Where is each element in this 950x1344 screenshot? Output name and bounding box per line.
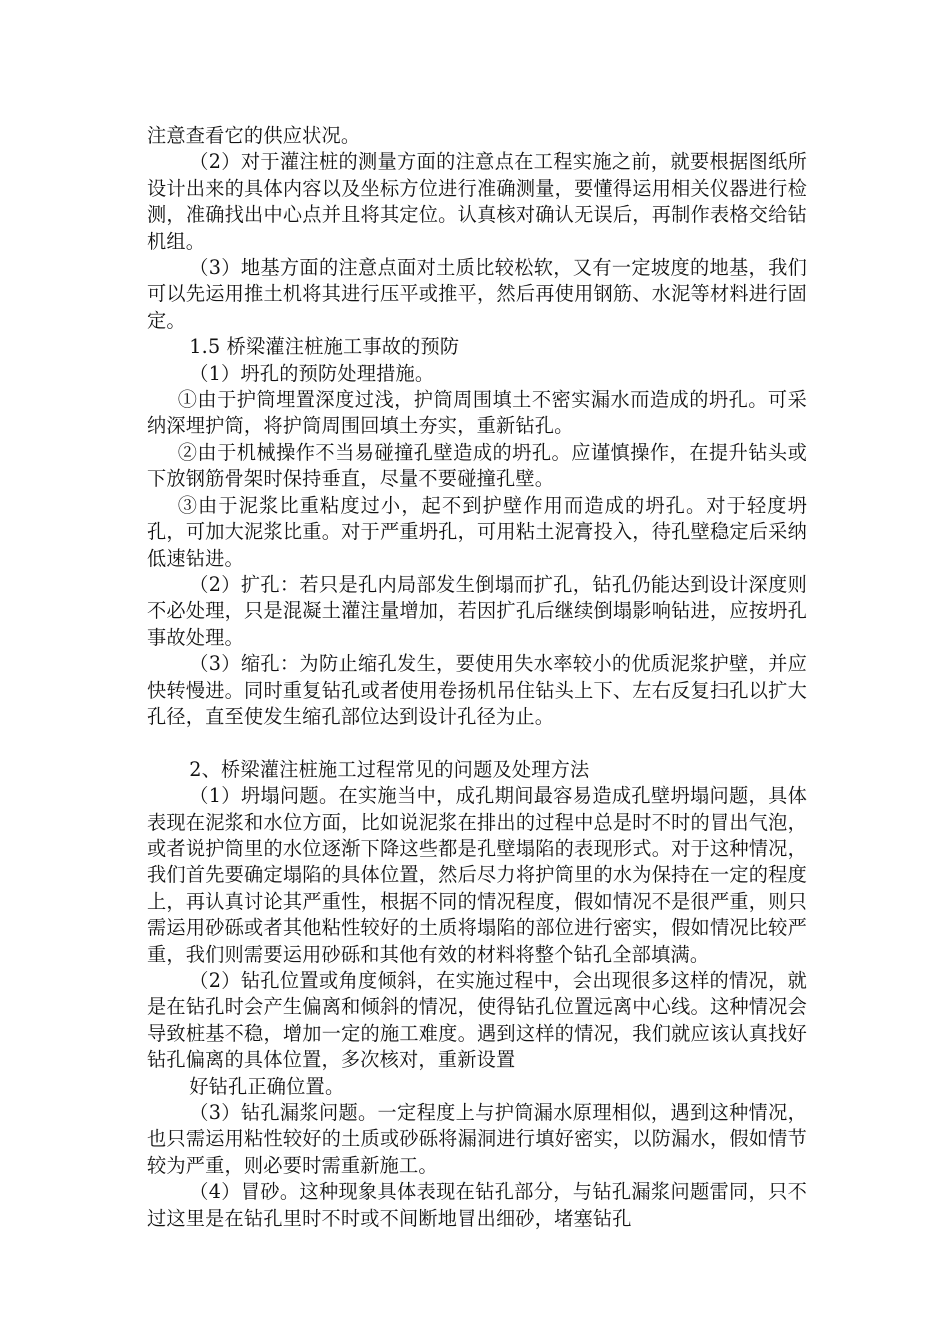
paragraph-sand-emergence: （4）冒砂。这种现象具体表现在钻孔部分，与钻孔漏浆问题雷同，只不过这里是在钻孔里时不时或不间断地冒出细砂，堵塞钻孔 <box>147 1180 807 1230</box>
document-body <box>147 123 807 1232</box>
paragraph-position-tilt: （2）钻孔位置或角度倾斜，在实施过程中，会出现很多这样的情况，就是在钻孔时会产生偏离和倾斜的情况，使得钻孔位置远离中心线。这种情况会导致桩基不稳，增加一定的施工难度。遇到这样的情况，我们就应该认真找好钻孔偏离的具体位置，多次核对，重新设置 <box>147 968 807 1072</box>
section-heading-1-5: 1.5 桥梁灌注桩施工事故的预防 <box>189 335 460 359</box>
paragraph-supply-note: 注意查看它的供应状况。 <box>147 124 361 147</box>
paragraph-foundation: （3）地基方面的注意点面对土质比较松软，又有一定坡度的地基，我们可以先运用推土机将其进行压平或推平，然后再使用钢筋、水泥等材料进行固定。 <box>147 256 807 332</box>
paragraph-collapse-prevention: （1）坍孔的预防处理措施。 <box>189 361 435 385</box>
paragraph-item-1: ①由于护筒埋置深度过浅，护筒周围填土不密实漏水而造成的坍孔。可采纳深埋护筒，将护筒周围回填土夯实，重新钻孔。 <box>147 388 807 438</box>
paragraph-position-reset: 好钻孔正确位置。 <box>189 1074 345 1098</box>
paragraph-hole-expansion: （2）扩孔：若只是孔内局部发生倒塌而扩孔，钻孔仍能达到设计深度则不必处理，只是混凝土灌注量增加，若因扩孔后继续倒塌影响钻进，应按坍孔事故处理。 <box>147 572 807 649</box>
paragraph-collapse-problem: （1）坍塌问题。在实施当中，成孔期间最容易造成孔壁坍塌问题，具体表现在泥浆和水位方面，比如说泥浆在排出的过程中总是时不时的冒出气泡，或者说护筒里的水位逐渐下降这些都是孔壁塌陷的表现形式。对于这种情况，我们首先要确定塌陷的具体位置，然后尽力将护筒里的水为保持在一定的程度上，再认真讨论其严重性，根据不同的情况程度，假如情况不是很严重，则只需运用砂砾或者其他粘性较好的土质将塌陷的部位进行密实，假如情况比较严重，我们则需要运用砂砾和其他有效的材料将整个钻孔全部填满。 <box>147 784 807 966</box>
section-heading-2: 2、桥梁灌注桩施工过程常见的问题及处理方法 <box>189 757 590 781</box>
blank-line <box>147 730 807 756</box>
paragraph-item-3: ③由于泥浆比重粘度过小，起不到护壁作用而造成的坍孔。对于轻度坍孔，可加大泥浆比重。对于严重坍孔，可用粘土泥膏投入，待孔壁稳定后采纳低速钻进。 <box>147 493 807 570</box>
paragraph-measurement: （2）对于灌注桩的测量方面的注意点在工程实施之前，就要根据图纸所设计出来的具体内容以及坐标方位进行准确测量，要懂得运用相关仪器进行检测，准确找出中心点并且将其定位。认真核对确认无误后，再制作表格交给钻机组。 <box>147 150 807 253</box>
paragraph-hole-shrinkage: （3）缩孔：为防止缩孔发生，要使用失水率较小的优质泥浆护壁，并应快转慢进。同时重复钻孔或者使用卷扬机吊住钻头上下、左右反复扫孔以扩大孔径，直至使发生缩孔部位达到设计孔径为止。 <box>147 652 807 728</box>
paragraph-leakage: （3）钻孔漏浆问题。一定程度上与护筒漏水原理相似，遇到这种情况，也只需运用粘性较好的土质或砂砾将漏洞进行填好密实，以防漏水，假如情节较为严重，则必要时需重新施工。 <box>147 1101 807 1177</box>
paragraph-item-2: ②由于机械操作不当易碰撞孔壁造成的坍孔。应谨慎操作，在提升钻头或下放钢筋骨架时保持垂直，尽量不要碰撞孔壁。 <box>147 440 807 491</box>
